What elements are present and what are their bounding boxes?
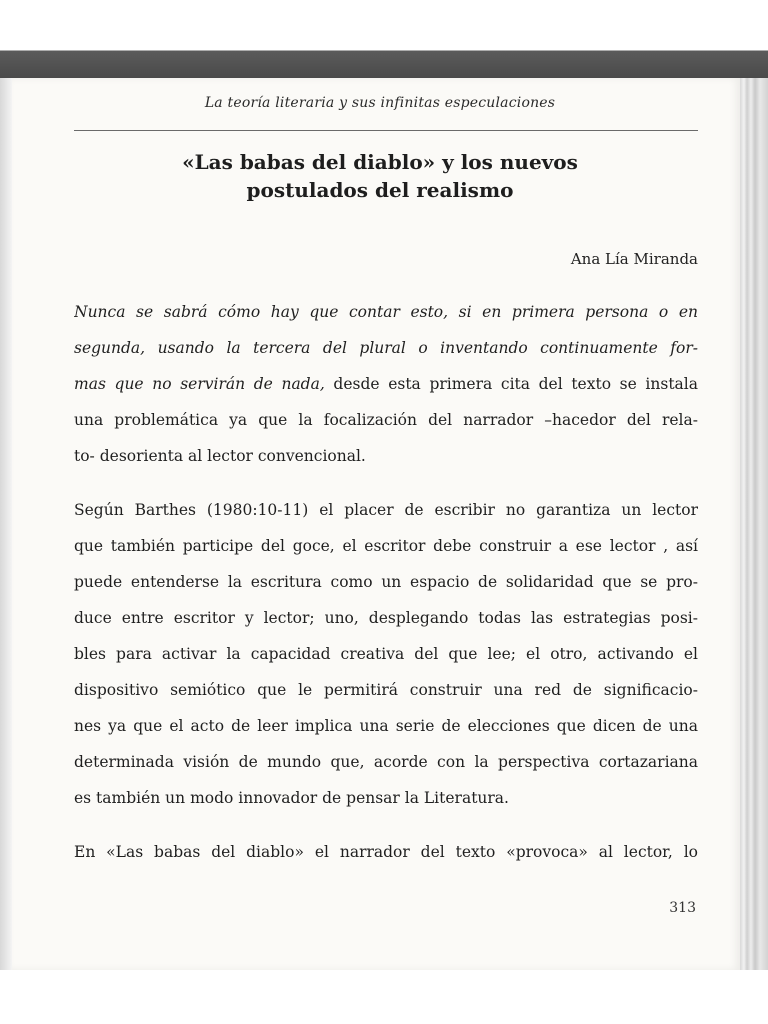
text-line: segunda, usando la tercera del plural o inventando continuamente for- <box>74 339 698 357</box>
text-line: es también un modo innovador de pensar la Literatura. <box>74 789 509 807</box>
text-line: determinada visión de mundo que, acorde con la perspectiva cortazariana <box>74 753 698 771</box>
paragraph-gap <box>74 816 698 834</box>
article-title <box>60 148 700 204</box>
running-head: La teoría literaria y sus infinitas especulaciones <box>204 95 556 111</box>
title-line: «Las babas del diablo» y los nuevos <box>182 150 578 174</box>
text-line: dispositivo semiótico que le permitirá construir una red de significacio- <box>74 681 698 699</box>
text-line: bles para activar la capacidad creativa del que lee; el otro, activando el <box>74 645 698 663</box>
page-number: 313 <box>669 900 696 916</box>
header-rule <box>74 130 698 131</box>
paragraph-gap <box>74 474 698 492</box>
text-line: que también participe del goce, el escritor debe construir a ese lector , así <box>74 537 698 555</box>
text-line: una problemática ya que la focalización del narrador –hacedor del rela- <box>74 411 698 429</box>
paragraph <box>74 834 698 870</box>
text-line: to- desorienta al lector convencional. <box>74 447 366 465</box>
text-line: puede entenderse la escritura como un espacio de solidaridad que se pro- <box>74 573 698 591</box>
paragraph <box>74 492 698 816</box>
text-line: duce entre escritor y lector; uno, desplegando todas las estrategias posi- <box>74 609 698 627</box>
body-text <box>74 294 698 870</box>
text-line: En «Las babas del diablo» el narrador del texto «provoca» al lector, lo <box>74 843 698 861</box>
scanner-top-shadow <box>0 0 768 78</box>
paragraph <box>74 294 698 474</box>
scanner-bottom-margin <box>0 970 768 1024</box>
text-line: Nunca se sabrá cómo hay que contar esto, si en primera persona o en <box>74 303 698 321</box>
text-line: Según Barthes (1980:10-11) el placer de escribir no garantiza un lector <box>74 501 698 519</box>
author-name: Ana Lía Miranda <box>570 250 698 268</box>
text-line: mas que no servirán de nada, desde esta primera cita del texto se instala <box>74 375 698 393</box>
title-line: postulados del realismo <box>246 178 514 202</box>
text-line: nes ya que el acto de leer implica una serie de elecciones que dicen de una <box>74 717 698 735</box>
scanner-left-edge <box>0 78 12 1024</box>
page-edges <box>740 78 768 970</box>
